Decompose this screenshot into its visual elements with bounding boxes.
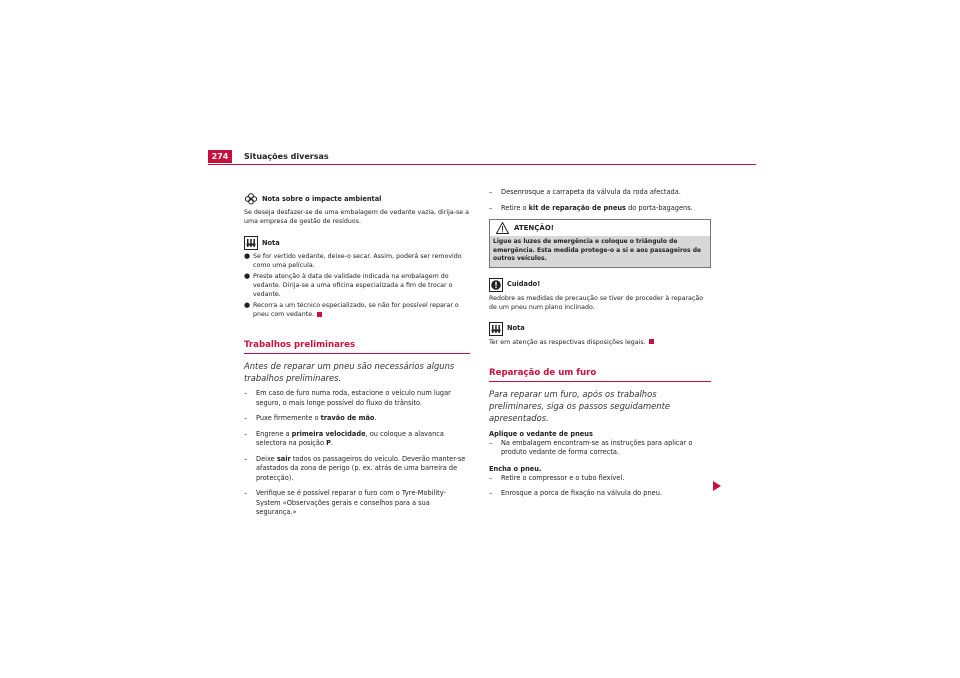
nota-bullet: ● Preste atenção à data de validade indicada na embalagem do vedante. Dirija-se a uma oficina especializada a fim de trocar o vedante. xyxy=(244,272,470,299)
step-text: Na embalagem encontram-se as instruções para aplicar o produto vedante de forma correcta. xyxy=(501,438,693,456)
step-text: Verifique se é possível reparar o furo com o Tyre-Mobility-System «Observações gerais e conselhos para a sua segurança.» xyxy=(256,489,446,516)
warning-text: Ligue as luzes de emergência e coloque o triângulo de emergência. Esta medida protege-o a si e aos passageiros de outros veículos. xyxy=(490,236,710,267)
step-item: – Desenrosque a carrapeta da válvula da roda afectada. xyxy=(489,188,681,196)
subsection-heading: Aplique o vedante de pneus xyxy=(489,429,593,438)
gear-position: P xyxy=(326,439,331,447)
nota-heading xyxy=(244,236,470,250)
right-column xyxy=(489,188,711,505)
nota-text: Ter em atenção as respectivas disposições legais. xyxy=(489,338,646,346)
chapter-title: Situações diversas xyxy=(244,152,329,161)
caution-text: Redobre as medidas de precaução se tiver de proceder à reparação de um pneu num plano inclinado. xyxy=(489,294,704,311)
step-item: – Retire o compressor e o tubo flexível. xyxy=(489,473,625,482)
section-title: Reparação de um furo xyxy=(489,367,597,378)
step-text: Em caso de furo numa roda, estacione o veículo num lugar seguro, o mais longe possível do fluxo do trânsito. xyxy=(256,389,451,407)
nota-title: Nota xyxy=(507,324,525,332)
subsection-heading: Encha o pneu. xyxy=(489,464,542,473)
section-rule xyxy=(244,353,470,354)
env-note-heading xyxy=(244,192,470,206)
warning-title: ATENÇÃO! xyxy=(514,223,554,232)
nota-bullet: ● Recorra a um técnico especializado, se não for possível reparar o pneu com vedante. xyxy=(244,301,459,318)
env-note-text: Se deseja desfazer-se de uma embalagem de vedante vazia, dirija-se a uma empresa de gestão de resíduos. xyxy=(244,209,470,225)
step-text: Retire o compressor e o tubo flexível. xyxy=(501,473,625,482)
section-lead: Para reparar um furo, após os trabalhos preliminares, siga os passos seguidamente apresentados. xyxy=(489,388,671,423)
section-end-square-icon xyxy=(317,312,322,317)
nota-bullet-text: Se for vertido vedante, deixe-o secar. Assim, poderá ser removido como uma película. xyxy=(253,253,462,269)
step-item: – Em caso de furo numa roda, estacione o veículo num lugar seguro, o mais longe possível do fluxo do trânsito. xyxy=(244,389,470,408)
step-item: – Deixe sair todos os passageiros do veículo. Deverão manter-se afastados da zona de perigo (p. ex. atrás de uma barreira de protecção). xyxy=(244,454,466,482)
step-item: – Enrosque a porca de fixação na válvula do pneu. xyxy=(489,489,662,497)
step-emphasis: travão de mão xyxy=(320,414,375,422)
step-emphasis: primeira velocidade xyxy=(291,429,366,438)
note-info-icon xyxy=(244,236,258,250)
step-emphasis: sair xyxy=(276,454,291,463)
nota-title: Nota xyxy=(262,238,280,247)
step-emphasis: kit de reparação de pneus xyxy=(528,203,626,212)
eco-flower-icon xyxy=(244,192,258,206)
step-item: – Engrene a primeira velocidade, ou coloque a alavanca selectora na posição P. xyxy=(244,429,444,447)
section-title: Trabalhos preliminares xyxy=(244,340,356,350)
nota-bullet-text: Recorra a um técnico especializado, se não for possível reparar o pneu com vedante. xyxy=(253,302,459,318)
step-item: – Verifique se é possível reparar o furo com o Tyre-Mobility-System «Observações gerais e conselhos para a sua segurança.» xyxy=(244,489,470,518)
step-item: – Retire o kit de reparação de pneus do porta-bagagens. xyxy=(489,203,693,212)
warning-box xyxy=(489,219,711,268)
section-lead: Antes de reparar um pneu são necessários alguns trabalhos preliminares. xyxy=(244,361,455,383)
section-end-square-icon xyxy=(649,339,654,344)
warning-heading xyxy=(490,220,710,236)
env-note-title: Nota sobre o impacte ambiental xyxy=(262,194,382,203)
nota-heading xyxy=(489,322,711,336)
caution-exclamation-icon xyxy=(489,278,503,292)
header-rule xyxy=(208,164,756,165)
step-text: Enrosque a porca de fixação na válvula do pneu. xyxy=(501,489,662,497)
warning-triangle-icon xyxy=(496,222,509,234)
step-item: – Puxe firmemente o travão de mão. xyxy=(244,414,377,422)
caution-heading xyxy=(489,278,711,292)
note-info-icon xyxy=(489,322,503,336)
nota-bullet: ● Se for vertido vedante, deixe-o secar. Assim, poderá ser removido como uma película. xyxy=(244,252,470,270)
left-column xyxy=(244,192,470,524)
step-item: – Na embalagem encontram-se as instruções para aplicar o produto vedante de forma correcta. xyxy=(489,439,711,458)
caution-title: Cuidado! xyxy=(507,280,541,288)
section-rule xyxy=(489,381,711,382)
continue-arrow-icon[interactable] xyxy=(713,481,721,491)
page-number: 274 xyxy=(208,150,232,163)
nota-bullet-text: Preste atenção à data de validade indicada na embalagem do vedante. Dirija-se a uma oficina especializada a fim de trocar o vedante. xyxy=(253,273,453,298)
step-text: Desenrosque a carrapeta da válvula da roda afectada. xyxy=(501,188,681,196)
